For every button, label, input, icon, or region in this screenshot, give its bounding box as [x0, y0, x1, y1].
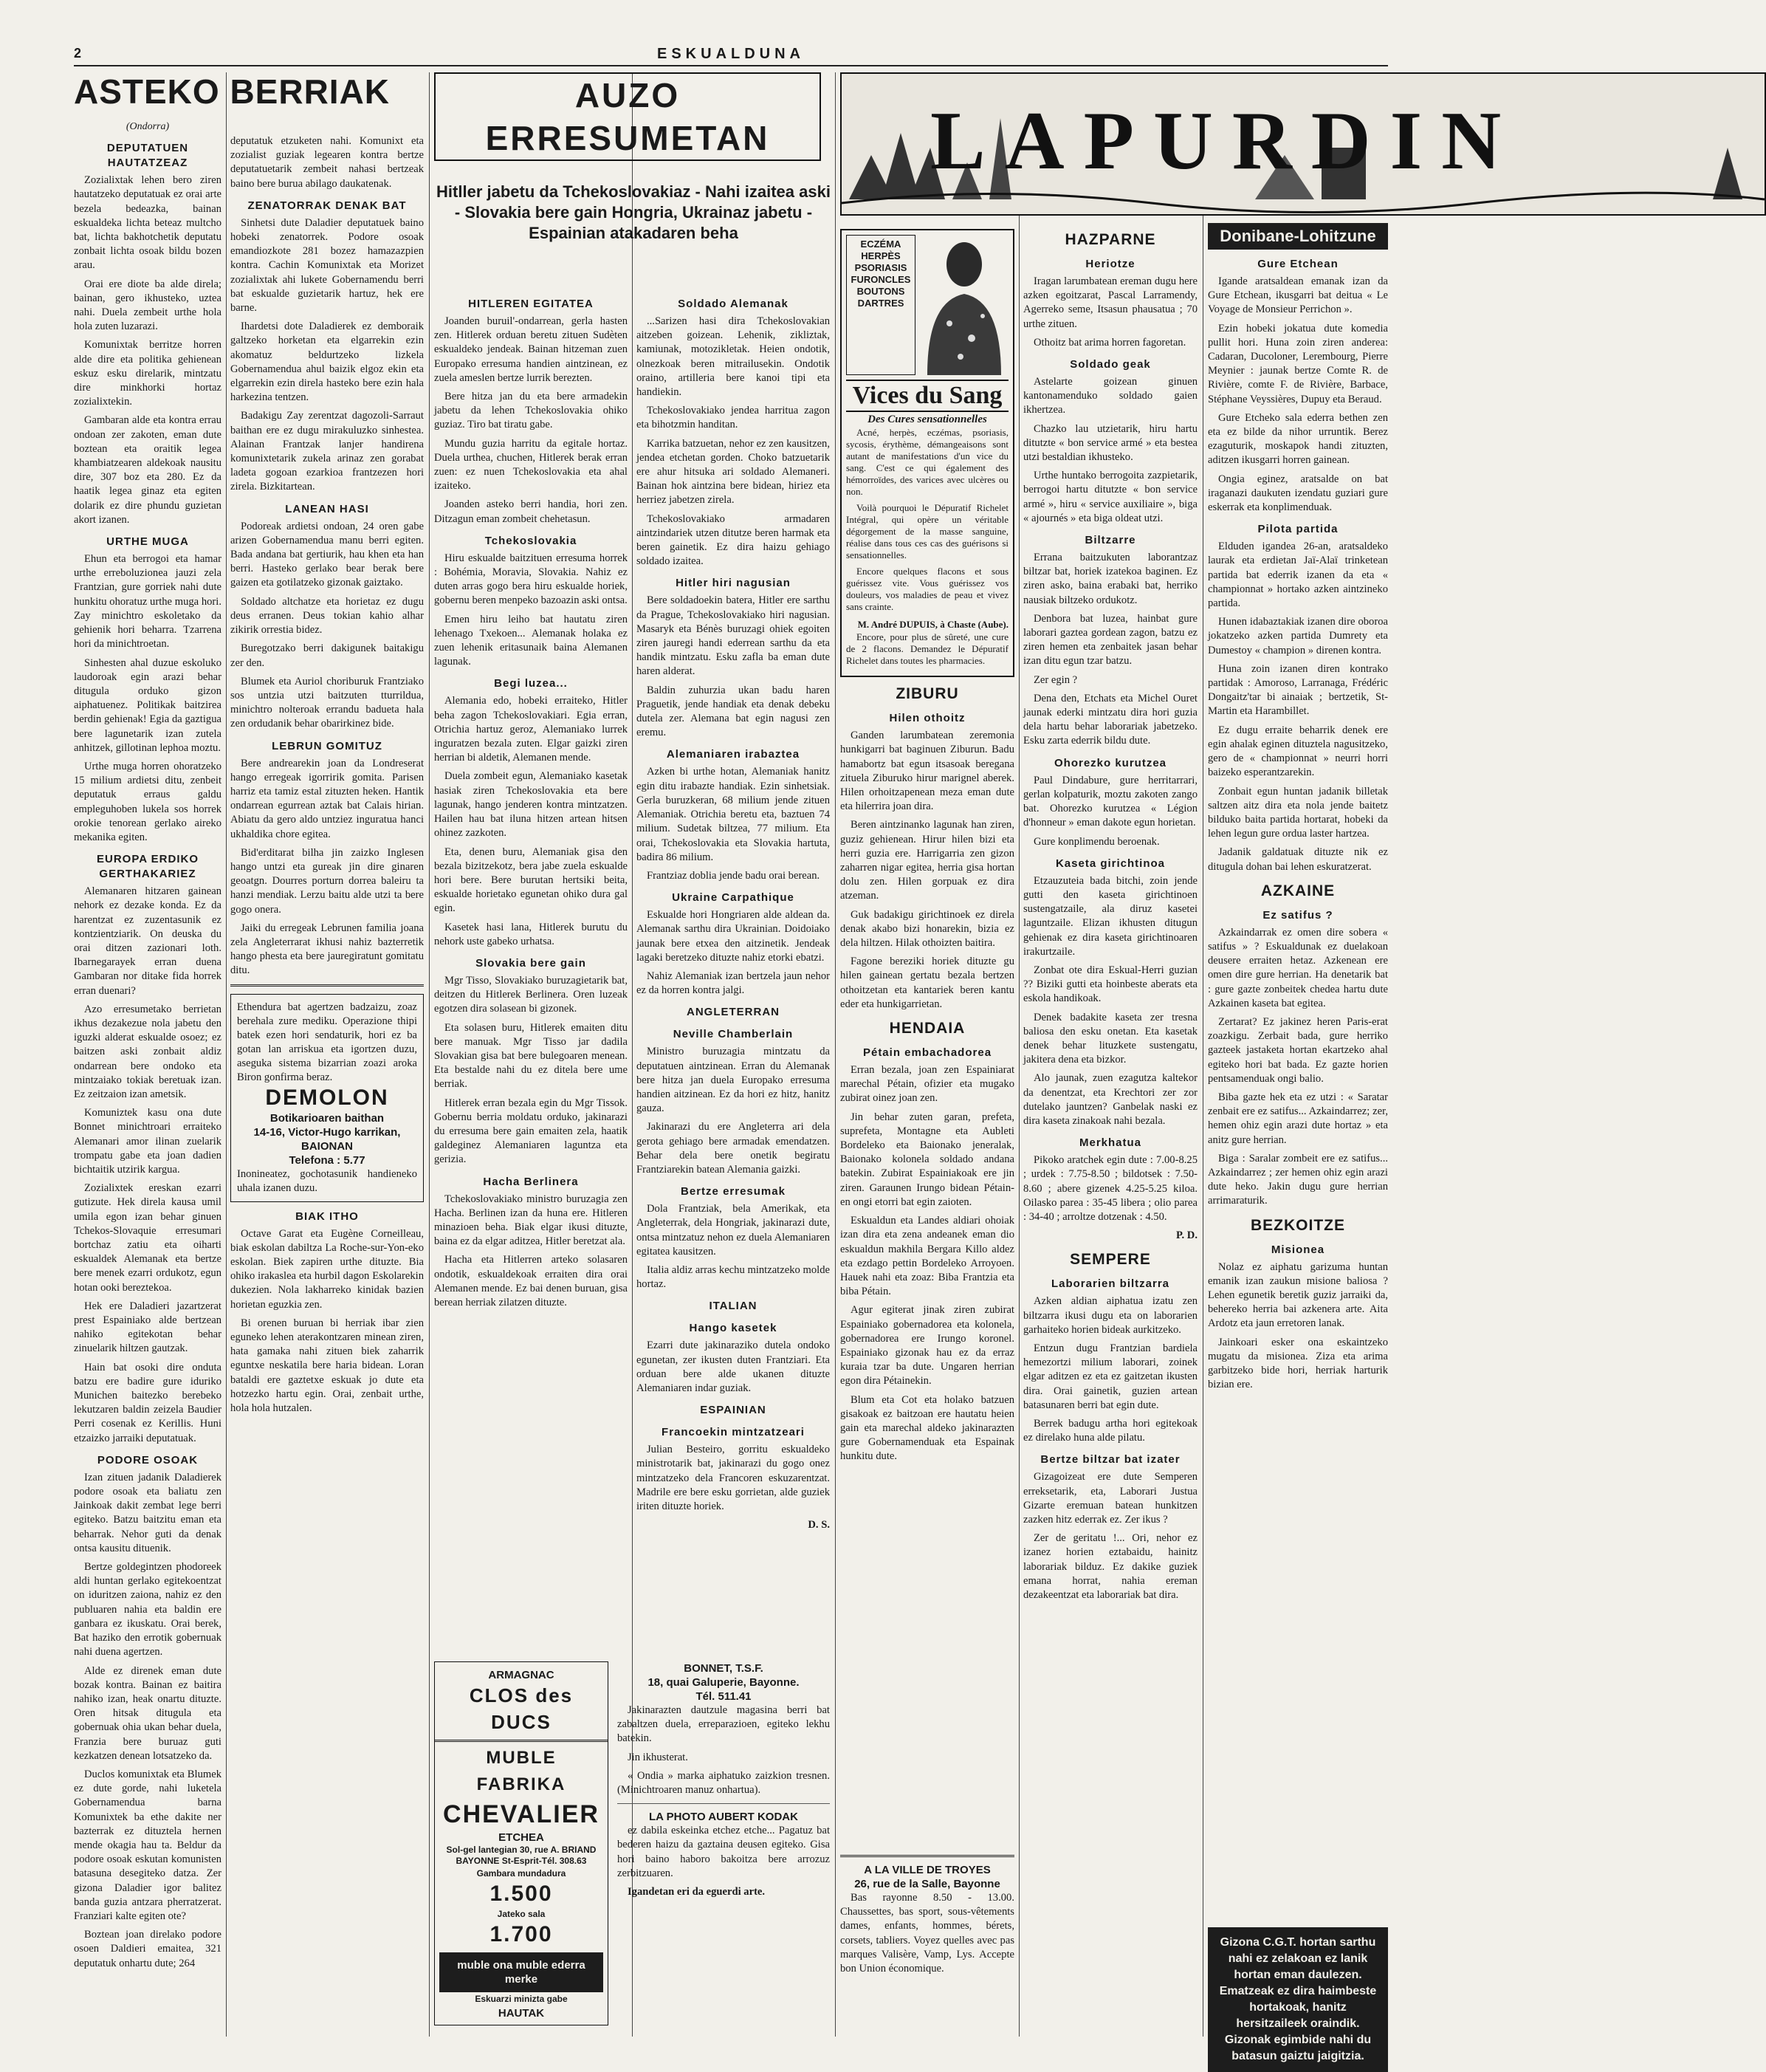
ad-price: 1.500 [489, 1881, 553, 1906]
article-text: Zer egin ? [1034, 673, 1078, 686]
article-heading: Ez satifus ? [1262, 908, 1333, 922]
ad-address: Sol-gel lantegian 30, rue A. BRIAND BAYONNE St-Esprit-Tél. 308.63 [446, 1845, 597, 1866]
column-1-body [74, 120, 221, 2037]
article-heading: ZENATORRAK DENAK BAT [247, 199, 407, 212]
article-text: Eta, denen buru, Alemaniak gisa den bezala bizitzekotz, bera jabe zuela eskualde hori bere. Bere burutan hertsiki beita, eskualde horietako egunetan ohiko dura gal egin. [434, 845, 628, 915]
column-2 [230, 134, 424, 2037]
ad-address: 14-16, Victor-Hugo karrikan, [253, 1125, 401, 1139]
ad-slogan: muble ona muble ederra merke [457, 1959, 585, 1986]
lapurdin-banner-art [842, 74, 1765, 214]
article-heading: Hacha Berlinera [483, 1175, 579, 1188]
article-heading: Pétain embachadorea [862, 1046, 992, 1060]
article-heading: Bertze erresumak [681, 1185, 786, 1198]
ad-text: ez dabila eskeinka etchez etche... Pagatuz bat bederen haizu da gaztaina deusen egiteko. Gisa hori baino haboro bakoitza bere arrozuz zerbitzuaren. [617, 1825, 830, 1879]
article-heading: Soldado Alemanak [678, 298, 788, 310]
ad-subtitle: ETCHEA [498, 1831, 544, 1844]
ad-brand: CLOS des DUCS [469, 1684, 574, 1733]
article-text: Alde ez direnek eman dute bozak kontra. Bainan ez baitira nahiko izan, heak onartu dituzte. Oren hitsak ditugula eta gobernuak ohia ukan behar duela, Franzia bere buruaz guti kezkatzen denean lotsatzeko da. [74, 1664, 221, 1762]
article-text: Entzun dugu Frantzian bardiela hemezortzi milium laborari, zoinek elgar aditzen ez eta ez gaitzetan ikusten dira. Orai gainetik, guzien artean batasunaren berri bat egin dute. [1023, 1342, 1198, 1411]
article-text: Paul Dindabure, gure herritarrari, gerlan kolpaturik, moztu zakoten zango bat. Ohorezko kurutzea « Légion d'honneur » eman dakote egun horietan. [1023, 774, 1198, 829]
ad-brand-top: ARMAGNAC [488, 1669, 554, 1681]
ad-price: 1.700 [489, 1922, 553, 1946]
bonnet-ad-area [617, 1661, 830, 2037]
medicine-ad-top [846, 235, 1009, 375]
ad-text: Encore quelques flacons et sous guérissez vite. Vous guérissez vos douleurs, vos maladies de peau et vivez sans crainte. [846, 566, 1009, 612]
ad-text: Jakinarazten dautzule magasina berri bat zabaltzen duela, erreparazioen, egiteko lekhu batekin. [617, 1704, 830, 1745]
column-6 [1023, 223, 1198, 2037]
article-heading: Laborarien biltzarra [1051, 1277, 1170, 1291]
article-text: Hitlerek erran bezala egin du Mgr Tissok. Gobernu berria moldatu orduko, jakinarazi du erresuma bere gain emaiten zela, haatik galdeginez Alemaniaren laguntza eta gerizia. [434, 1097, 628, 1166]
article-text: Eta solasen buru, Hitlerek emaiten ditu bere manuak. Mgr Tisso jar dadila Slovakian gisa bat bere bulegoaren menean. Eta bestalde nahi du ez ditela bere ume berriak. [434, 1021, 628, 1091]
article-text: Astelarte goizean ginuen kantonamenduko soldado gaien ikhertzea. [1023, 376, 1198, 416]
article-text: Joanden asteko berri handia, hori zen. Ditzagun eman zombeit chehetasun. [434, 498, 628, 525]
town-heading: SEMPERE [1070, 1251, 1151, 1269]
paper-name: ESKUALDUNA [657, 46, 805, 62]
article-text: Biba gazte hek eta ez utzi : « Saratar zenbait ere ez satifus... Azkaindarrez; zer, hemen ohiz egin arazi dute hortaz » eta anitz gure herrian. [1208, 1091, 1388, 1146]
article-text: Alemania edo, hobeki erraiteko, Hitler beha zagon Tchekoslovakiari. Egia erran, Otrichia hartuz geroz, Alemaniako lurrek inguratzen bezala zuten. Elgar gaizki ziren herrian bi aldetik, Alemanen mende. [434, 695, 628, 764]
article-text: Bertze goldegintzen phodoreek aldi huntan gerlako egitekoentzat on iduritzen zaiona, nahiz ez den publuaren nahia eta baldin ere ganbara ez ikuskatu. Orai berek, Bat haziko den errotik gobernuak nahi duena agertzen. [74, 1561, 221, 1658]
article-text: Hunen idabaztakiak izanen dire oboroa jokatzeko azken partida Dumrety eta Dumestoy « champion » direnen kontra. [1208, 616, 1388, 656]
town-heading: ZIBURU [896, 685, 959, 703]
article-text: Frantziaz doblia jende badu orai berean. [647, 869, 820, 882]
article-text: Jin behar zuten garan, prefeta, suprefeta, Montagne eta Aubleti Bordeleko eta Baionako jeneralak, Baionako kolonela soldado andana batekin. Zubirat Espainiakoak ere jin ziren. Garaunen Irungo bidean Pétain-en ongi etorri bat egin zaioten. [840, 1111, 1014, 1208]
article-text: Huna zoin izanen diren kontrako partidak : Amoroso, Larranaga, Frédéric Dongaitz'tar bi ainaiak ; bertzetik, St-Martin eta Harambillet. [1208, 662, 1388, 718]
article-text: Kasetek hasi lana, Hitlerek burutu du nehork uste gabeko urhatsa. [434, 921, 628, 947]
article-text: Hek ere Daladieri jazartzerat prest Espainiako alde bertzean nahiko egitekotan behar zinuelarik hiltzen gautzak. [74, 1300, 221, 1355]
patient-illustration [920, 235, 1009, 375]
article-text: Blum eta Cot eta holako batzuen gisakoak ez baitzoan ere hautatu heien gain eta marechal aldeko jakinarazten gure Gobernamenduak eta Espainak hunkitu dute. [840, 1393, 1014, 1463]
ad-label: Jateko sala [497, 1909, 546, 1919]
article-text: Jaiki du erregeak Lebrunen familia joana zela Angleterrarat ikhusi nahiz bazterretik hango phesta eta bere jauregiratunt gomitatu ditu. [230, 922, 424, 977]
ad-text: Ethendura bat agertzen badzaizu, zoaz berehala zure mediku. Operazione thipi batek ezen hori sendaturik, hori ez ba gotan lan arriskua eta igortzen duzu, aseguka sistema bizarrian zoazi aroka Biron gonfirma beraz. [237, 1001, 417, 1083]
article-text: Karrika batzuetan, nehor ez zen kausitzen, jendea etchetan gorden. Choko batzuetarik ere ahur hitsuka ari soldado Alemaneri. Bainan hok aintzina bere bidean, hiriez eta herriez jabetzen zirela. [636, 437, 830, 507]
article-text: Bi orenen buruan bi herriak ibar zien eguneko lehen aterakontzaren minean ziren, hata gamaka nahi zituen biek zaharrik eguntxe neskatila bere haria bidean. Loran bataldi ere gaztetxe eskuak jo dute eta hotzezko hartu egin. Orai, zenbait urthe, hola hola hutzalen. [230, 1317, 424, 1414]
article-text: Duclos komunixtak eta Blumek ez dute gorde, nahi luketela Gobernamendua barna Komunixtek ba ethe dakite ner bazterrak ez dituztela hernen mende okagia hau ta. Beldur da podore osoak eskutan komunisten batasuna desegiteko datza. Zer gizona Daladier igor balitez banda guzia antzara pherratzerat. Franziari kalte egiten ote? [74, 1768, 221, 1922]
article-heading: Hilen othoitz [889, 712, 966, 725]
article-text: Zozialixtak lehen bero ziren hautatzeko deputatuak ez orai arte bezela bedeazka, bainan eskualdeka lichta beteaz multcho bat, lichta bakhotchetik deputatu zonbait lichta osoak bildu bozen arau. [74, 174, 221, 272]
article-text: Jakinarazi du ere Angleterra ari dela gerota gehiago bere armadak emendatzen. Behar dela bere onetik begiratu Frantziarekin batean Alemania gaizki. [636, 1121, 830, 1176]
article-heading: HITLEREN EGITATEA [468, 298, 594, 310]
article-text: Berrek badugu artha hori egitekoak ez direlako huna alde pilatu. [1023, 1418, 1198, 1444]
article-text: Izan zituen jadanik Daladierek podore osoak eta baliatu zen Jainkoak dakit zembat lege berri egiteko. Batzu baitzitu eman eta beharrak. Nehor guti da denak ontsa kausitu dituenik. [74, 1471, 221, 1554]
signature: P. D. [1175, 1229, 1198, 1242]
town-heading: HAZPARNE [1065, 231, 1156, 248]
article-heading: Misionea [1271, 1243, 1325, 1256]
article-text: Iragan larumbatean ereman dugu here azken egoitzarat, Pascal Larramendy, Agerreko seme, Itsasun phausatua ; 70 urthe zituen. [1023, 275, 1198, 330]
article-text: Sinhetsi dute Daladier deputatuek baino hobeki zenatorrek. Podore osoak emandiozkote 281 bozez hamazazpien kontra. Cachin Komunixtak eta Morizet zozialixtak ahi lukete Gobernamendu berri bat eskualde guzietarik hartuz, hek ere barne. [230, 216, 424, 315]
ad-keywords: ECZÉMA HERPÈS PSORIASIS FURONCLES BOUTONS DARTRES [846, 235, 915, 375]
article-text: ...Sarizen hasi dira Tchekoslovakian aitzeben goizean. Lehenik, zikliztak, kamiunak, motozikletak. Heien ondotik, olnezkoak beren mitrailusekin. Ondotik oraino, artilleria bere kanoi tipi eta handiekin. [636, 315, 830, 399]
town-heading-dark: Donibane-Lohitzune [1208, 223, 1388, 250]
article-text: Gure Etcheko sala ederra bethen zen eta ez bilde da nihor urruntik. Berez ezaguturik, moskapok handi zituzten, aditzen ikusgarri horren gainean. [1208, 411, 1388, 467]
article-text: Mgr Tisso, Slovakiako buruzagietarik bat, deitzen du Hitlerek Berlinera. Oren luzeak egotzen dira solasean bi gizonek. [434, 974, 628, 1015]
signature: D. S. [808, 1519, 830, 1531]
section-title: ASTEKO BERRIAK [74, 72, 391, 111]
article-text: Zer de geritatu !... Ori, nehor ez izanez horien eztabaidu, hainitz laborariak bilduz. Ez dakike guziek emana horrat, nahia ereman dezakeentzat eta laborariak bat dira. [1023, 1532, 1198, 1602]
ad-address: 26, rue de la Salle, Bayonne [854, 1878, 1000, 1890]
article-text: Igande aratsaldean emanak izan da Gure Etchean, ikusgarri bat deitua « Le Voyage de Monsieur Perrichon ». [1208, 275, 1388, 316]
article-heading: Kaseta girichtinoa [1055, 857, 1166, 870]
article-text: Soldado altchatze eta horietaz ez dugu deus erranen. Deus tokian kahio alhar zikirik orrestia bidez. [230, 595, 424, 637]
article-text: Julian Besteiro, gorritu eskualdeko ministrotarik bat, jakinarazi du gogo onez mintzatzeko dela Francoren eskuzarentzat. Madrile ere bere esku gorrietan, alde guziek iriten dituzte horiek. [636, 1444, 830, 1512]
ad-title: BONNET, T.S.F. [684, 1662, 763, 1675]
article-text: Tchekoslovakiako jendea harritua zagon eta bihotzmin handitan. [636, 405, 830, 431]
article-text: Ezin hobeki jokatua dute komedia pullit hori. Huna zoin ziren anderea: Cadaran, Ducoloner, Lerembourg, Pierre Meynier : jaunak bertze Comte R. de Rivière, comte F. de Rivière, Barbace, Stéphane Veyssières, Dupuy eta Beraud. [1208, 322, 1388, 405]
ad-label: Eskuarzi minizta gabe [475, 1994, 568, 2004]
article-text: Eskualde hori Hongriaren alde aldean da. Alemanak sarthu dira Ukrainian. Doidoiako jaunak bere etxea den aitzinetik. Jendeak lagaki beretzeko dituzte nahiz etorki ebatzi. [636, 909, 830, 964]
article-text: Mundu guzia harritu da egitale hortaz. Duela urthea, chuchen, Hitlerek berak erran zuen: ez nuen Tchekoslovakia eta ahal izaiteko. [434, 437, 628, 493]
article-text: Agur egiterat jinak ziren zubirat Espainiako gobernadorea eta kolonela, gobernadorea ere Irungo koronel. Espainiako gizonak hau ez da erraz kuraia tzar ba dute. Ungaren herrian egon dira Pétainekin. [840, 1304, 1014, 1387]
article-text: Komuniztek kasu ona dute Bonnet minichtroari erraiteko Alemanari amor ilinan zuelarik trompatu gabe eta joan dadien bichtaitik utzirik kargua. [74, 1107, 221, 1176]
article-heading: Hitler hiri nagusian [676, 577, 791, 590]
ad-text: Jin ikhusterat. [628, 1751, 688, 1763]
article-text: Denbora bat luzea, hainbat gure laborari gaztea gordean zagon, batzu ez ziren hemen eta zenbaitek jasan behar izan ditu egun tzar batzu. [1023, 612, 1198, 668]
article-heading: Merkhatua [1079, 1136, 1142, 1150]
ad-title: LA PHOTO AUBERT KODAK [649, 1811, 798, 1824]
article-text: Bere andrearekin joan da Londreserat hango erregeak igorririk gomita. Parisen harriz eta tamiz estal zituzten heken. Hantik ondarrean egurrean aztak bat Calais hirian. Abiatu da gero aldo untziez inguratua hanci ukhaldika chore egitea. [230, 757, 424, 840]
article-heading: ANGLETERRAN [687, 1006, 780, 1019]
cgt-notice-box: Gizona C.G.T. hortan sarthu nahi ez zelakoan ez lanik hortan eman daulezen. Ematzeak ez dira haimbeste hortakoak, hanitz hersitzaileek oraindik. Gizonak egimbide nahi du batasun gaiztu jaigitzia. [1208, 1927, 1388, 2072]
article-text: Fagone bereziki horiek dituzte gu hilen gainean gertatu bezala bertzen othoitzetan eta kantariek beren kantu eder eta hunkigarrietan. [840, 956, 1014, 1010]
article-heading: Francoekin mintzatzeari [662, 1426, 805, 1439]
article-text: Bere hitza jan du eta bere armadekin jabetu da lehen Tchekoslovakia ohiko guziaz. Tiro bat tiratu gabe. [434, 391, 628, 431]
article-heading: Pilota partida [1257, 523, 1339, 536]
article-text: Zertarat? Ez jakinez heren Paris-erat zoazkigu. Zerbait bada, gure herriko gazteek jastaketa hortan ekartzeko ahal egiteko hori bat bada. Ez gazte horien pentsamenduak ongi balio. [1208, 1015, 1388, 1085]
article-text: Ez dugu erraite beharrik denek ere egin ahalak eginen dituztela nagusitzeko, gero de « championnat » neurri horri baizeko esperantzarekin. [1208, 724, 1388, 779]
article-text: Buregotzako berri dakigunek baitakigu zer den. [230, 642, 424, 669]
chevalier-ad [434, 1740, 608, 2025]
ad-address: 18, quai Galuperie, Bayonne. [647, 1676, 800, 1689]
article-heading: Slovakia bere gain [475, 956, 586, 970]
ad-text: Igandetan eri da eguerdi arte. [628, 1886, 766, 1898]
article-text: Bid'erditarat bilha jin zaizko Inglesen hango untzi eta gureak jin dire ginaren geoatgn. Dourres porturn dorrea baleiru ta hanzi mendiak. Lerzu baitu alde utzi ta bere gogo onera. [230, 846, 424, 916]
article-heading: Bertze biltzar bat izater [1040, 1453, 1181, 1466]
article-heading: ESPAINIAN [700, 1404, 766, 1417]
article-heading: Ukraine Carpathique [672, 891, 794, 905]
article-heading: BIAK ITHO [295, 1210, 359, 1223]
article-heading: Begi luzea... [494, 677, 568, 690]
article-text: Ongia eginez, aratsalde on bat iraganazi daukuten izendatu guziari gure eskerrak eta konplimenduak. [1208, 473, 1388, 514]
cgt-box-area [1208, 1927, 1388, 2062]
article-text: Octave Garat eta Eugène Corneilleau, biak eskolan dabiltza La Roche-sur-Yon-eko eskolan. Biek zapiren urthe dituzte. Bia ohiko irakaslea eta hurbil dagon Eskolarekin dukezien. Nola lakharreko kinidak bazien horietan eguzkia zen. [230, 1227, 424, 1311]
testimonial-signature: M. André DUPUIS, à Chaste (Aube). [857, 619, 1009, 630]
troyes-ad-area [840, 1855, 1014, 2037]
article-text: Azken bi urthe hotan, Alemaniak hanitz egin ditu irabazte handiak. Ezin sinhetsiak. Gerla buruzkeran, 68 milium jende zituen Alemaniak. Otrichia beretu eta, baztuen 74 milium. Sudetak biltzea, 77 milium. Eta orai, Tchekoslovakia eta Slovakia hartuta, badira 86 milium. [636, 766, 830, 863]
article-heading: Ohorezko kurutzea [1054, 756, 1167, 769]
article-text: Duela zombeit egun, Alemaniako kasetak hasiak ziren Tchekoslovakia eta bere lagunak, hango jenderen kontra mintzatzen. Hailen hau bat iluna hitzen artean hitsen ohinez zazkoten. [434, 770, 628, 840]
article-heading: Heriotze [1085, 258, 1135, 270]
ad-label: Gambara mundadura [476, 1868, 566, 1879]
continued-label: (Ondorra) [126, 121, 170, 132]
divider [840, 1855, 1014, 1857]
ad-subheadline: Des Cures sensationnelles [867, 414, 987, 425]
article-text: Ministro buruzagia mintzatu da deputatuen aintzinean. Erran du Alemanak bere hitza jan duela Europako erresuma handien aitzinean. Ez da hori ez hitz, hanitz gauza. [636, 1046, 830, 1115]
article-text: Bere soldadoekin batera, Hitler ere sarthu da Prague, Tchekoslovakiako hiri nagusian. Masaryk eta Bénès buruzagi ohiek egoiten ziren jauregi handi ederrean sarthu da eta handik mintzatu. Esku zafla ba eman dute haren alderat. [636, 594, 830, 678]
article-text: Hiru eskualde baitzituen erresuma horrek : Bohémia, Moravia, Slovakia. Nahiz ez duten arras gogo bera hiru eskualde horiek, gobernu beren menpeko bazoazin aski ontsa. [434, 552, 628, 607]
article-text: Badakigu Zay zerentzat dagozoli-Sarraut baithan ere ez dugu mirakuluzko sinhestea. Alainan Frantzak lanjer handirena komunixtetarik zukela arinaz zen gorabat ladeta gogoan ezarkioa frantzezen hori zirela. Bizkitartean. [230, 410, 424, 493]
column-5 [840, 223, 1014, 2037]
article-text: Elduden igandea 26-an, aratsaldeko laurak eta erdietan Jaï-Alaï trinketean partida bat ederrik izanen da eta « championnat » hortako azken aintzineko partida. [1208, 541, 1388, 610]
article-text: Ezarri dute jakinaraziko dutela ondoko egunetan, zer ikusten duten Frantziari. Eta orduan bere alde ukanen dituzte Alemaniaren indar guziak. [636, 1339, 830, 1394]
ad-phone: Tél. 511.41 [695, 1690, 752, 1703]
article-text: Ganden larumbatean zeremonia hunkigarri bat baginuen Ziburun. Badu hamabortz bat egun itsasoak beregana zituela Ziburuko hirur marignel aberek. Hilen orhoitzapenean meza eman dute eta hilerrira joan dira. [840, 730, 1014, 813]
chevalier-ad-area [434, 1740, 608, 2037]
ad-title: MUBLE FABRIKA [476, 1748, 566, 1794]
article-text: Baldin zuhurzia ukan badu haren Praguetik, jende handiak eta denak debeku dutela zer. Alemana bat egin nagusi zen eremu. [636, 684, 830, 739]
article-text: Errana baitzukuten laborantzaz biltzar bat, horiek izatekoa baginen. Ez ziren asko, baina erabaki bat, herriko nausiak biltzeko ordukotz. [1023, 552, 1198, 606]
article-text: Eskualdun eta Landes aldiari ohoiak izan dira eta zena andeanek eman dio eskualdun makhila Bergara Killo aldez eta ezdago pettin Bordeleko Arroyoen. Hauek nahi eta zoaz: Biba Frantzia eta biba Pétain. [840, 1215, 1014, 1298]
article-text: Joanden buruil'-ondarrean, gerla hasten zen. Hitlerek orduan beretu zituen Sudèten eskualdeko jendeak. Bainan hitzeman zuen Europako erresuma handien aintzinean, ez zuela ameslen bertze lurrik berezten. [434, 315, 628, 384]
article-text: Jainkoari esker ona eskaintzeko mugatu da misionea. Ziza eta arima garbitzeko bide hori, herriak harturik bizian ere. [1208, 1336, 1388, 1391]
ad-city: BAIONAN [301, 1139, 353, 1153]
town-heading: BEZKOITZE [1251, 1216, 1345, 1234]
article-text: Beren aintzinanko lagunak han ziren, guziz gehienean. Hirur hilen bizi eta herri guzia ere. Harrigarria zen gizon zaharren nigar egitea, herria gisa hortan dolu zen. Hilen gorpuak ez dira atzeman. [840, 819, 1014, 902]
column-divider [835, 72, 836, 2037]
article-heading: URTHE MUGA [106, 535, 189, 549]
ad-brand: CHEVALIER [443, 1800, 599, 1828]
ad-subtitle: Botikarioaren baithan [269, 1111, 385, 1125]
ad-footer: HAUTAK [498, 2007, 545, 2020]
masthead [74, 46, 1388, 62]
article-text: Zozialixtek ereskan ezarri gutizute. Hek direla kausa umil umila egon izan behar ginuen Tchekos-Slovaquie erresumari bortchaz zatiu eta oiharti eskualdek Alemanak eta bertze bere menek ezarri ordukotz, egun hotan ooki bereztekoa. [74, 1182, 221, 1294]
article-text: Nahiz Alemaniak izan bertzela jaun nehor ez da horren kontra jalgi. [636, 970, 830, 997]
article-text: Hain bat osoki dire onduta batzu ere badire gure iduriko Munichen baitezko berebeko lekutzaren baldin zeizela Baudier Perri cosenak ez Kerillis. Huni etzaizko jarraiki deputatuak. [74, 1361, 221, 1444]
town-heading: HENDAIA [889, 1020, 966, 1037]
article-text: Komunixtak berritze horren alde dire eta politika gehienean eskuz esku direlarik, mintzatu dire minkhorki hortaz zozialixtekin. [74, 339, 221, 408]
article-text: Alo jaunak, zuen ezagutza kaltekor da denentzat, eta Krechtori zer zor dutelako jauntzen? Ganbelak naski ez dira kaseta zinakoak nahi bezala. [1023, 1072, 1198, 1127]
article-text: deputatuk etzuketen nahi. Komunixt eta zozialist guziak legearen kontra bertze deputatuetarik zembeit nahasi bertzeak baino bere burua abilago daukatenak. [230, 135, 424, 190]
ad-slogan-box [439, 1952, 603, 1992]
medicine-ad [840, 229, 1014, 677]
armagnac-ad [434, 1661, 608, 1742]
article-heading: Soldado geak [1070, 358, 1151, 371]
article-text: Gure konplimendu beroenak. [1034, 835, 1160, 848]
article-text: Azo erresumetako berrietan ikhus dezakezue nola jabetu den iguzki alderat eskualde osoez; ez baitzen aski zonbait aldiz ondarrean bere ondoko eta mintzaiako tokiak beretuak izan. Ez zeitzaion izan ametsik. [74, 1003, 221, 1100]
article-text: Urthe muga horren ohoratzeko 15 milium ardietsi ditu, zenbeit deputatuk erraus galdu empleguhoben lukela sos horrek orokie tenorean gerlako aireko mekanika egiten. [74, 760, 221, 843]
divider [617, 1803, 830, 1804]
article-heading: PODORE OSOAK [97, 1453, 199, 1466]
column-7 [1208, 223, 1388, 2037]
ad-text: Bas rayonne 8.50 - 13.00. Chaussettes, bas sport, sous-vêtements dames, enfants, hommes, bérets, corsets, tabliers. Voyez quelles avec pas marques Valisère, Vamp, Lys. Accepte bon Union économique. [840, 1892, 1014, 1975]
article-text: Zonbat ote dira Eskual-Herri guzian ?? Biziki gutti eta hoinbeste aberats eta eskola handikoak. [1023, 964, 1198, 1005]
article-text: Biga : Saralar zombeit ere ez satifus... Azkaindarrez ; zer hemen ohiz egin arazi dute heko. Jakin dugu gure herrian arrimaraturik. [1208, 1152, 1388, 1207]
article-text: Azkaindarrak ez omen dire sobera « satifus » ? Eskualdunak ez duelakoan deusere erraiten hetaz. Azkenean ere omen dire gure herrian. Ha denetarik bat : gure gazte zonbeitek chedea hartu dute Azkainen kaseta bat egitea. [1208, 926, 1388, 1009]
article-text: Emen hiru leiho bat hautatu ziren lehenago Txekoen... Alemanak holaka ez zuen lehenik eritasunaik baina Alemanen lagunak. [434, 613, 628, 668]
section-title-box: AUZO ERRESUMETAN [434, 72, 821, 161]
article-text: Boztean joan direlako podore osoen Daldieri emaitea, 321 deputatuk onhartu dute; 264 [74, 1929, 221, 1969]
top-rule [74, 65, 1388, 66]
article-heading: Neville Chamberlain [673, 1028, 794, 1041]
ad-phone: Telefona : 5.77 [289, 1153, 365, 1167]
ad-text: « Ondia » marka aiphatuko zaizkion tresnen. (Minichtroaren manuz onhartua). [617, 1769, 830, 1797]
ad-footer: Inonineatez, gochotasunik handieneko uhala izanen duzu. [237, 1167, 417, 1194]
article-text: Alemanaren hitzaren gainean nehork ez dezake konda. Ez da harentzat ez zuzentasunik ez kontzientziarik. On deuska du orai ditzen zazionari loth. Ibarnegarayek erran duena Gambaran nor ditake fida horrek erran duenari? [74, 885, 221, 997]
article-text: Gambaran alde eta kontra errau ondoan zer zakoten, eman dute boztean eta oraitik legea khambiatzearen aldekoak nausitu dire, 307 boz eta 280. Ez da haatik legea ginaz eta egiten dolarik ez dire phundu guzietan akort izanen. [74, 414, 221, 526]
article-heading: Hango kasetek [689, 1322, 777, 1335]
article-heading: EUROPA ERDIKO GERTHAKARIEZ [96, 853, 199, 881]
article-text: Podoreak ardietsi ondoan, 24 oren gabe arizen Gobernamendua manu berri egiten. Bada andana bat gertiurik, hau khen eta han berri. Hasteko gerlako bear berak bere gaizen eta gotilatzeko gizonak gaiztako. [230, 520, 424, 589]
article-text: Urthe huntako berrogoita zazpietarik, berrogoi hartu ditutzte « bon service armé », hiru « service auxiliaire », biga « ajournés » eta biga oldeat utzi. [1023, 470, 1198, 524]
article-text: Hacha eta Hitlerren arteko solasaren ondotik, eskualdekoak erraiten dira orai Alemanen mende. Ez bai denen buruan, gisa berean herriak zilatzen dituzte. [434, 1254, 628, 1308]
article-text: Italia aldiz arras kechu mintzatzeko molde hortaz. [636, 1263, 830, 1291]
article-text: Othoitz bat arima horren fagoretan. [1034, 336, 1186, 349]
article-text: Pikoko aratchek egin dute : 7.00-8.25 ; urdek : 7.75-8.50 ; bildotsek : 7.50-8.60 ; abere gizenek 4.25-5.25 kiloa. Oilasko parea : 35-45 libera ; olio parea : 34-40 ; arroltze dotzenak : 4.50. [1023, 1154, 1198, 1223]
article-text: Denek badakite kaseta zer tresna baliosa den esku onetan. Eta kasetak denek behar lituzkete sustengatu, jakitera dena eta bizkor. [1023, 1011, 1198, 1066]
ad-text: Encore, pour plus de sûreté, une cure de 2 flacons. Demandez le Dépuratif Richelet dans toutes les pharmacies. [846, 631, 1009, 667]
article-text: Blumek eta Auriol choriburuk Frantziako sos untzia utzi baitzuten tturrildua, minichtro nolteroak errandu badueta hala zen ordudanik behar obarirkinez bide. [230, 675, 424, 730]
article-text: Gizagoizeat ere dute Semperen erreksetarik, eta, Laborari Justua Gizarte eremuan batean hunkitzen zazken hitz ederrak ez. Zer ikus ? [1023, 1471, 1198, 1526]
article-text: Sinhesten ahal duzue eskoluko laudoroak egin arazi behar ditugula orduko gizon aiphatuenez. Politikak baitzirea berdin gehienak! Egia da gaztigua bere lagunetarik izan zutela anhitzek, gillotinan lephoa moztu. [74, 656, 221, 754]
article-heading: LANEAN HASI [285, 502, 369, 515]
article-text: Ihardetsi dote Daladierek ez demboraik galtzeko horketan eta elgarrekin ezin akomatuz beldurtzeko lizkela Gobernamendua ahul baizik elgoz ekin eta elgarrekin ezin direla hasteko bere ezin hala harkezina tentzen. [230, 320, 424, 404]
article-text: Nolaz ez aiphatu garizuma huntan emanik izan zaukun misione baliosa ? Lehen egunetik beretik guziz jarraiki da, behereko herria bai azkenera arte. Aita Ardotz eta jaun erretoren lanak. [1208, 1260, 1388, 1330]
page-number: 2 [74, 46, 82, 61]
article-text: Jadanik galdatuak dituzte nik ez ditugula dohan bai lehen eskuratzerat. [1208, 846, 1388, 873]
column-divider [226, 72, 227, 2037]
article-heading: Alemaniaren irabaztea [666, 748, 800, 761]
article-text: Ehun eta berrogoi eta hamar urthe erreboluzionea jauzi zela Frantzian, gure gorriek nahi dute hunkitu ohoratuz urthe muga hori. Zay minichtro eskoletako da gehienik hori beharra. Tzarrena hori da minichtroetan. [74, 553, 221, 651]
column-divider [429, 72, 430, 2037]
article-text: Tchekoslovakiako ministro buruzagia zen Hacha. Berlinen izan da huna ere. Hitleren minazioen beha. Biak elgar ikusi dituzte, baina ez da elgar aditzea, Hitler beretzat ala. [434, 1193, 628, 1248]
article-heading: Gure Etchean [1257, 258, 1339, 270]
ad-text: Acné, herpès, eczémas, psoriasis, sycosis, érythème, démangeaisons sont autant de manifestations d'un vice du sang. C'est ce qui également des hémorroïdes, des varices avec ulcères ou non. [846, 427, 1009, 497]
article-text: Orai ere diote ba alde direla; bainan, gero ikhusteko, uztea nahi. Duela zembeit urthe hola hola zuten luzarazi. [74, 278, 221, 333]
article-heading: LEBRUN GOMITUZ [272, 739, 382, 752]
article-text: Dena den, Etchats eta Michel Ouret jaunak ederki mintzatu dira hori guzia dela hartu behar laborariak jabetzeko. Esku zarta ederrik bildu dute. [1023, 692, 1198, 747]
article-text: Guk badakigu girichtinoek ez direla denak akabo bizi honarekin, bizia ez dela hiltzen. Hilak othoizten baitira. [840, 908, 1014, 950]
svg-text:LAPURDIN: LAPURDIN [930, 95, 1521, 187]
article-text: Azken aldian aiphatua izatu zen biltzarra ikusi dugu eta on laborarien garhaiteko horien bideak aurkitzeko. [1023, 1295, 1198, 1336]
article-heading: ITALIAN [709, 1300, 757, 1313]
ad-title: A LA VILLE DE TROYES [864, 1864, 991, 1876]
article-text: Etzauzuteia bada bitchi, zoin jende gutti den kaseta girichtinoen sustengatzaile, ala diruz kasetei laguntzaile. Elizan ikhusten ditugun gehienak ez dira kaseta girichtinoaren irakurtzaile. [1023, 874, 1198, 958]
lapurdin-banner [840, 72, 1766, 216]
article-text: Chazko lau utzietarik, hiru hartu ditutzte « bon service armé » eta bestea utzi bestaldian ikhusteko. [1023, 422, 1198, 464]
article-text: Erran bezala, joan zen Espainiarat marechal Pétain, ofizier eta mugako zubirat oinez joan zen. [840, 1064, 1014, 1105]
ad-headline: Vices du Sang [846, 380, 1009, 412]
divider [230, 984, 424, 987]
article-text: Zonbait egun huntan jadanik billetak saltzen aitz dira eta nola jende baitetz bilduko baita partida hortarat, hobeki da lehen legun gure ordua laster hartzea. [1208, 785, 1388, 840]
demolon-ad [230, 994, 424, 1202]
ad-brand: DEMOLON [265, 1085, 389, 1110]
article-heading: Biltzarre [1085, 534, 1136, 547]
article-text: Dola Frantziak, bela Amerikak, eta Angleterrak, dela Hongriak, jakinarazi dute, ontsa mintzatuz nehon ez duela Alemaniaren egitatea kausitzen. [636, 1203, 830, 1258]
article-heading: DEPUTATUEN HAUTATZEAZ [106, 142, 189, 170]
article-heading: Tchekoslovakia [484, 534, 577, 547]
ad-text: Voilà pourquoi le Dépuratif Richelet Intégral, qui opère un véritable dégorgement de la masse sanguine, réalise dans tous ces cas des guérisons si sensationnelles. [846, 502, 1009, 560]
article-text: Tchekoslovakiako armadaren aintzindariek utzen ditutze beren harmak eta beren gainetik. Ez dira haizu gehiago soldado izaitea. [636, 512, 830, 568]
town-heading: AZKAINE [1260, 882, 1336, 899]
lead-headline: Hitller jabetu da Tchekoslovakiaz - Nahi izaitea aski - Slovakia bere gain Hongria, Ukrainaz jabetu - Espainian atakadaren beha [436, 182, 831, 242]
